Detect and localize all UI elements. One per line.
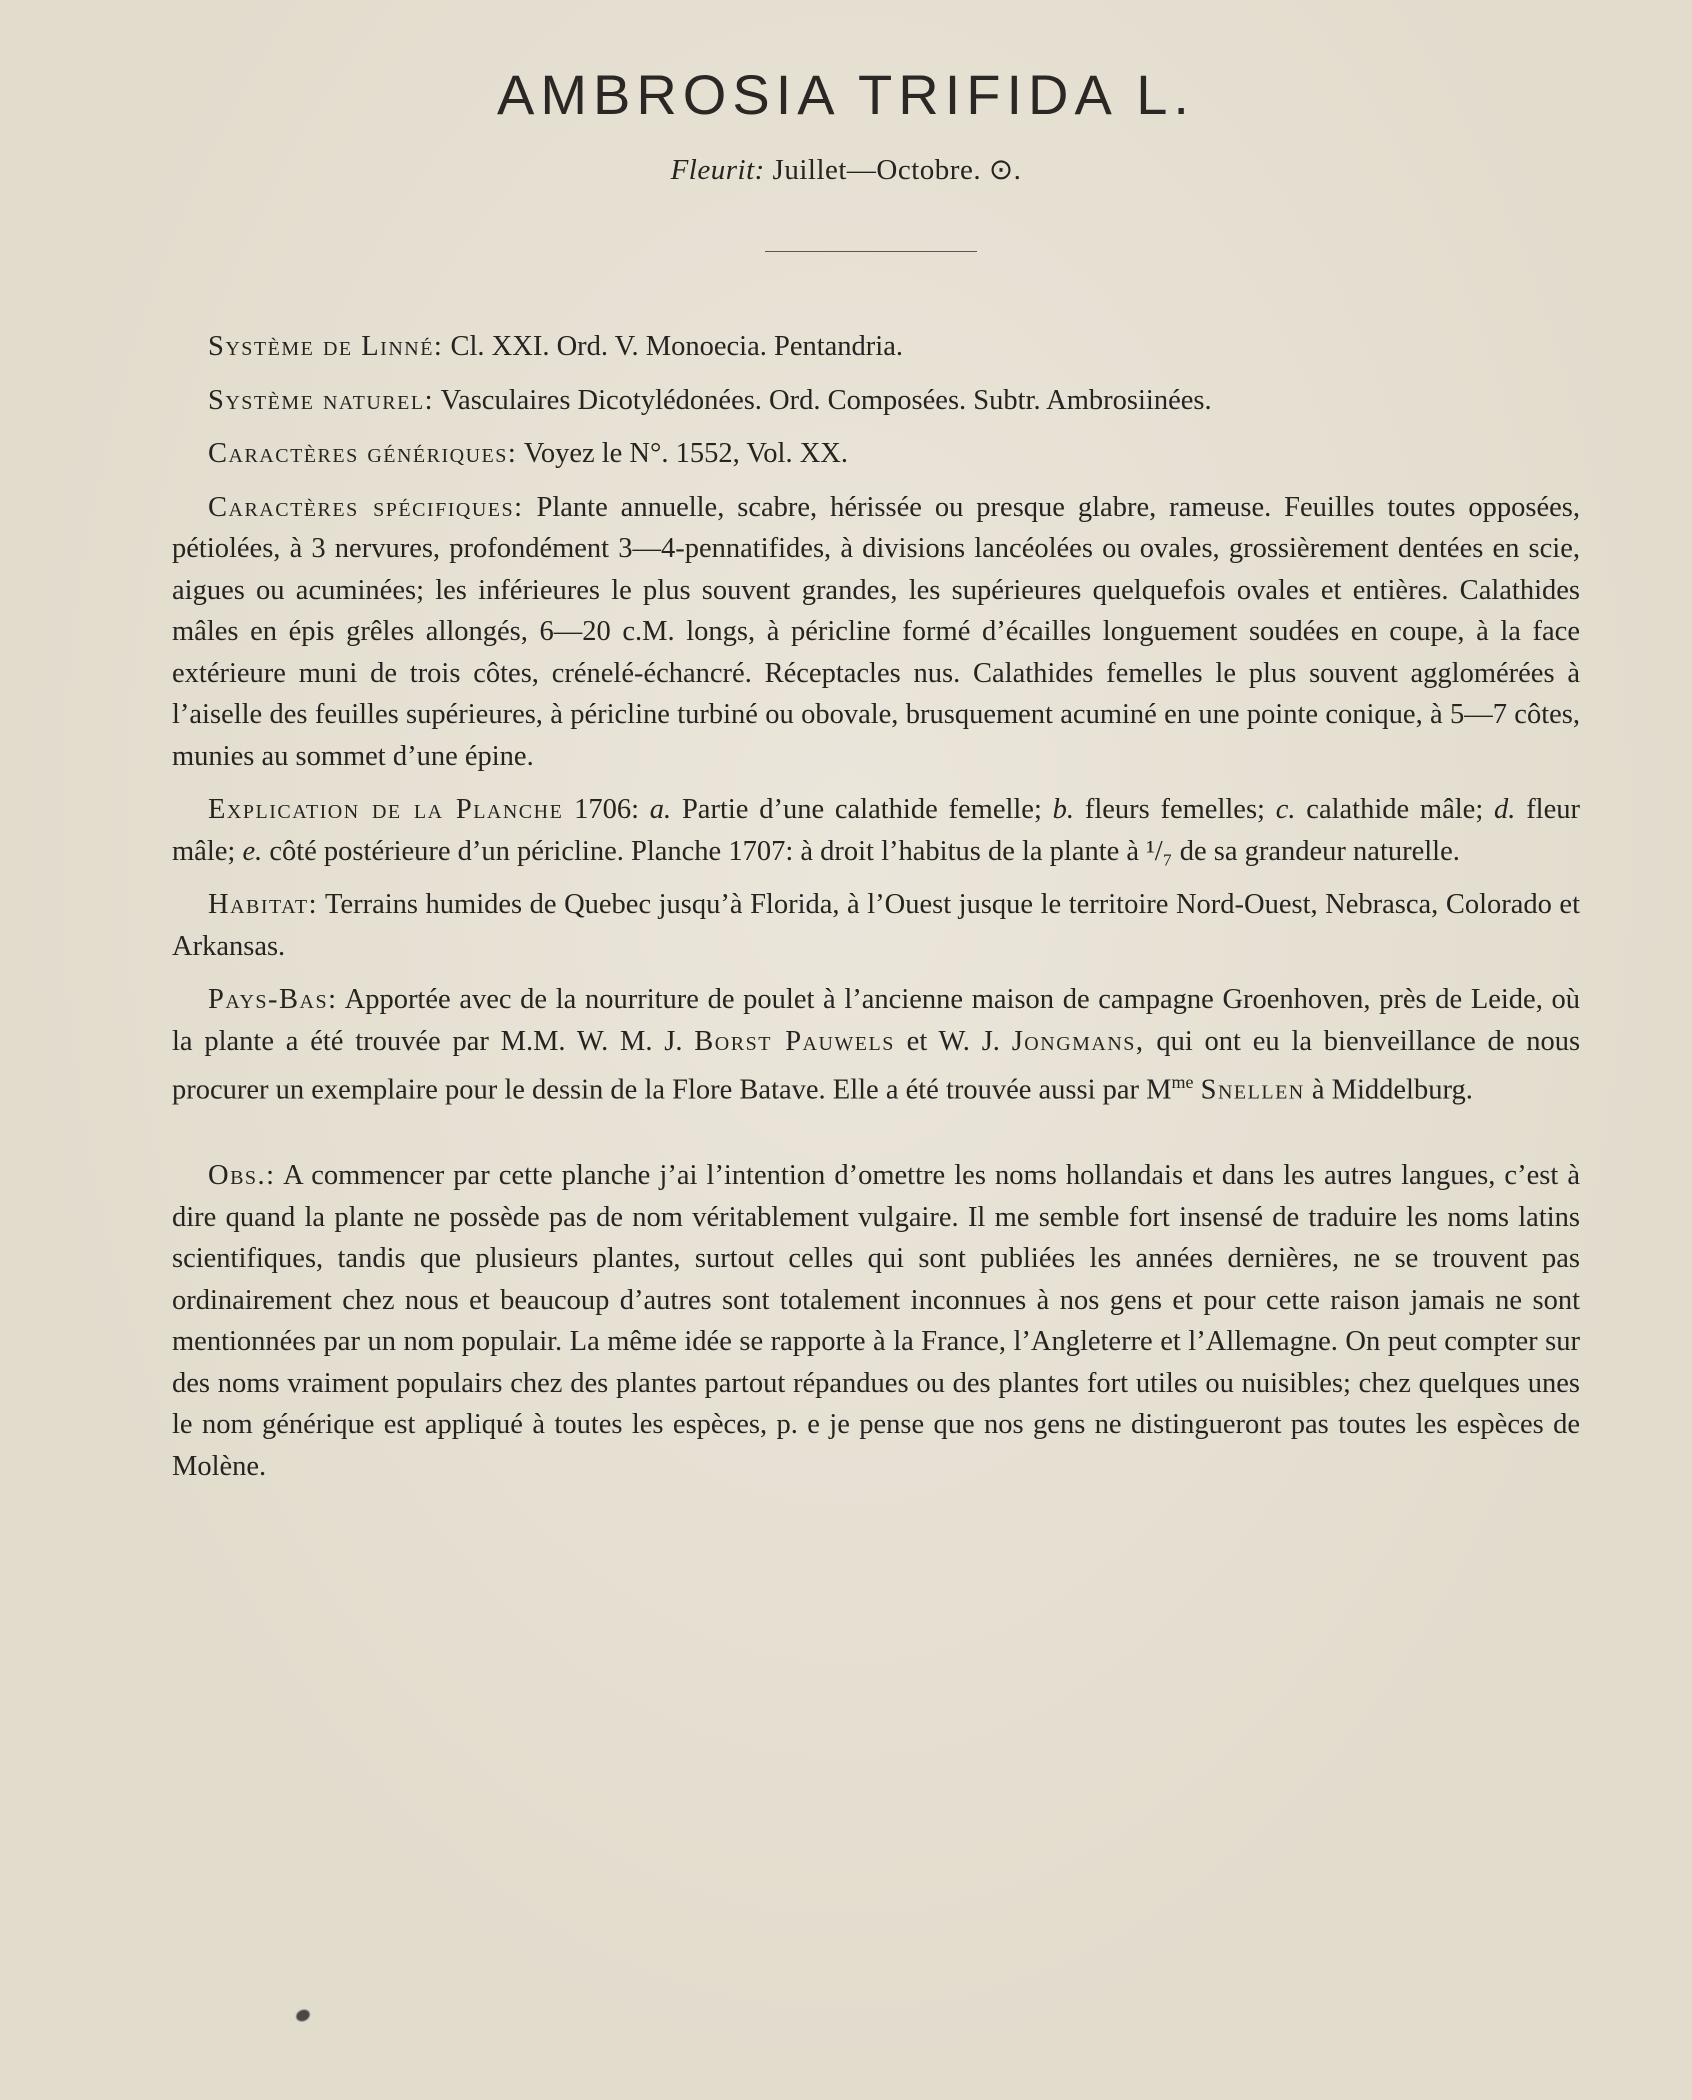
text-obs: A commencer par cette planche j’ai l’intention d’omettre les noms hollandais et dans les autres langues, c’est à dire quand la plante ne possède pas de nom véritablement vulgaire. Il me semble fort insensé de traduire les noms latins scientifiques, tandis que plusieurs plantes, surtout celles qui sont publiées les années dernières, ne se trouvent pas ordinairement chez nous et beaucoup d’autres sont totalement inconnues à nos gens et pour cette raison jamais ne sont mentionnées par un nom populair. La même idée se rapporte à la France, l’Angleterre et l’Allemagne. On peut compter sur des noms vraiment populairs chez des plantes partout répandues ou des plantes fort utiles ou nuisibles; chez quelques unes le nom générique est appliqué à toutes les espèces, p. e je pense que nos gens ne distingueront pas toutes les espèces de Molène. (172, 1160, 1580, 1482)
title-superscript: me (1171, 1072, 1194, 1092)
person-name-1: Borst Pauwels (694, 1025, 895, 1057)
plate-number: 1706: (574, 794, 640, 825)
flowering-value: Juillet—Octobre. ⊙. (772, 154, 1022, 186)
paragraph-specifiques (172, 487, 1580, 778)
figure-c-text: calathide mâle; (1306, 794, 1484, 825)
figure-e-text: côté postérieure d’un péricline. Planche 1707: à droit l’habitus de la plante à (269, 835, 1140, 867)
label-linne: Système de Linné: (208, 331, 444, 362)
figure-b: b. (1052, 794, 1075, 825)
label-specifiques: Caractères spécifiques: (208, 491, 524, 523)
text-paysbas-3: qui ont eu la bienveillance de nous procurer un exemplaire pour le dessin de la Flore Batave. Elle a été trouvée aussi par M (172, 1025, 1581, 1106)
paragraph-habitat (172, 884, 1580, 967)
text-specifiques: Plante annuelle, scabre, hérissée ou presque glabre, rameuse. Feuilles toutes opposées, pétiolées, à 3 nervures, profondément 3—4-pennatifides, à divisions lancéolées ou ovales, grossièrement dentées en scie, aigues ou acuminées; les inférieures le plus souvent grandes, les supérieures quelquefois ovales et entières. Calathides mâles en épis grêles allongés, 6—20 c.M. longs, à péricline formé d’écailles longuement soudées en coupe, à la face extérieure muni de trois côtes, crénelé-échancré. Réceptacles nus. Calathides femelles le plus souvent agglomérées à l’aiselle des feuilles supérieures, à péricline turbiné ou obovale, brusquement acuminé en une pointe conique, à 5—7 côtes, munies au sommet d’une épine. (172, 491, 1580, 772)
text-naturel: Vasculaires Dicotylédonées. Ord. Composées. Subtr. Ambrosiinées. (440, 384, 1212, 416)
label-obs: Obs.: (208, 1160, 276, 1191)
paragraph-naturel (172, 380, 1580, 422)
label-explication: Explication de la Planche (208, 794, 564, 825)
paragraph-generiques (172, 433, 1580, 475)
label-naturel: Système naturel: (208, 384, 434, 416)
text-habitat: Terrains humides de Quebec jusqu’à Florida, à l’Ouest jusque le territoire Nord-Ouest, Nebrasca, Colorado et Arkansas. (172, 889, 1580, 962)
page-title: AMBROSIA TRIFIDA L. (496, 63, 1195, 126)
figure-a: a. (649, 794, 672, 825)
figure-d-text: fleur mâle; (172, 794, 1580, 867)
flowering-label: Fleurit: (670, 154, 765, 186)
paragraph-obs (172, 1155, 1580, 1487)
explication-end: de sa grandeur naturelle. (1179, 835, 1460, 867)
text-generiques: Voyez le N°. 1552, Vol. XX. (523, 438, 849, 469)
text-paysbas-1: Apportée avec de la nourriture de poulet à l’ancienne maison de campagne Groenhoven, près de Leide, où la plante a été trouvée par M.M. W. M. J. (172, 984, 1580, 1057)
paragraph-paysbas (172, 979, 1580, 1111)
label-generiques: Caractères génériques: (208, 438, 518, 469)
text-paysbas-2: et W. J. (906, 1025, 1000, 1057)
description-body (172, 326, 1580, 1516)
label-paysbas: Pays-Bas: (208, 984, 338, 1015)
person-name-3: Snellen (1200, 1074, 1305, 1106)
person-name-2: Jongmans, (1011, 1025, 1145, 1057)
figure-c: c. (1275, 794, 1296, 825)
figure-a-text: Partie d’une calathide femelle; (681, 794, 1042, 825)
flowering-period (0, 152, 1692, 187)
figure-d: d. (1494, 794, 1516, 825)
figure-e: e. (242, 835, 263, 867)
text-paysbas-4: à Middelburg. (1311, 1074, 1473, 1106)
figure-b-text: fleurs femelles; (1084, 794, 1265, 825)
paragraph-explication (172, 789, 1580, 872)
scale-fraction: ¹/₇ (1146, 835, 1173, 867)
text-linne: Cl. XXI. Ord. V. Monoecia. Pentandria. (450, 331, 903, 362)
paragraph-linne (172, 326, 1580, 368)
label-habitat: Habitat: (208, 889, 319, 920)
ink-spot (294, 2008, 311, 2024)
title-divider (765, 251, 977, 252)
